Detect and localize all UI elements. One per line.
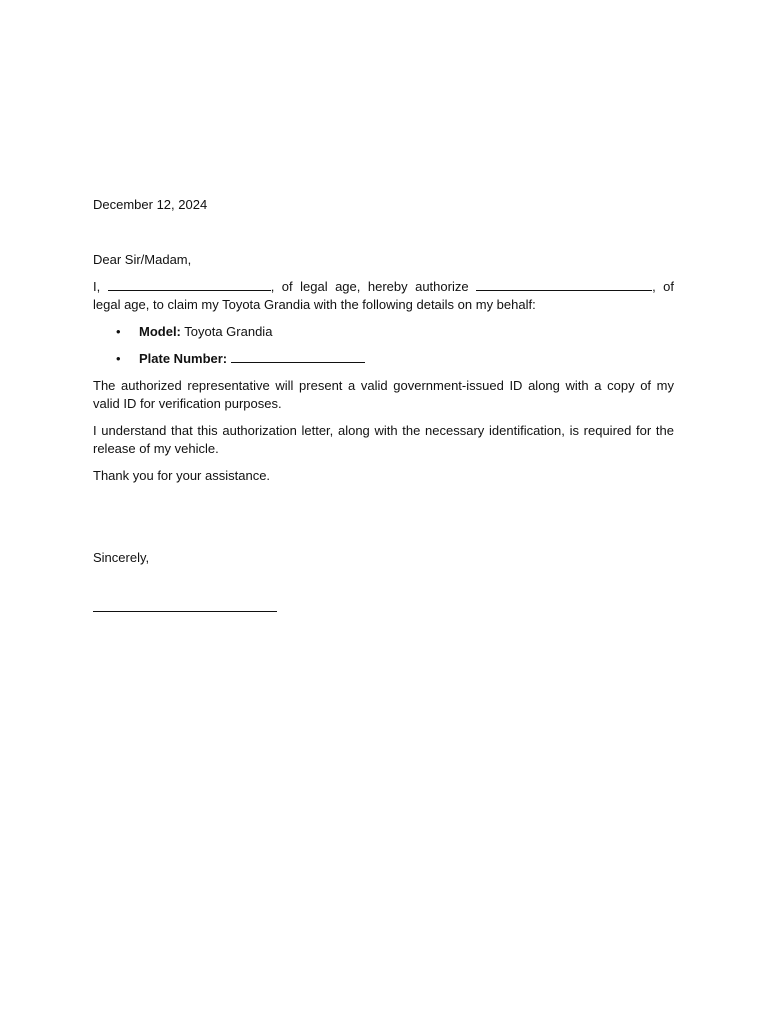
intro-paragraph xyxy=(93,278,674,314)
model-label: Model: xyxy=(139,324,181,339)
plate-number-label: Plate Number: xyxy=(139,351,228,366)
vehicle-details-list xyxy=(93,323,674,368)
id-paragraph: The authorized representative will present a valid government-issued ID along with a copy of my valid ID for verification purposes. xyxy=(93,378,674,411)
grantor-name-blank xyxy=(108,278,271,291)
model-value: Toyota Grandia xyxy=(180,324,273,339)
closing: Sincerely, xyxy=(93,550,150,565)
authorization-letter xyxy=(93,196,674,612)
bullet-icon: • xyxy=(116,324,121,339)
list-item-plate-number xyxy=(93,350,674,368)
bullet-icon: • xyxy=(116,351,121,366)
plate-number-blank xyxy=(231,350,365,363)
intro-suffix: , of legal age, to claim my Toyota Grandia with the following details on my behalf: xyxy=(93,279,674,312)
letter-date: December 12, 2024 xyxy=(93,197,208,212)
salutation: Dear Sir/Madam, xyxy=(93,252,192,267)
requirement-paragraph: I understand that this authorization letter, along with the necessary identification, is required for the release of my vehicle. xyxy=(93,423,674,456)
signature-line xyxy=(93,611,277,612)
thanks-paragraph: Thank you for your assistance. xyxy=(93,468,271,483)
representative-name-blank xyxy=(476,278,652,291)
list-item-model xyxy=(93,323,674,341)
intro-prefix: I, xyxy=(93,279,108,294)
intro-middle: , of legal age, hereby authorize xyxy=(270,279,477,294)
